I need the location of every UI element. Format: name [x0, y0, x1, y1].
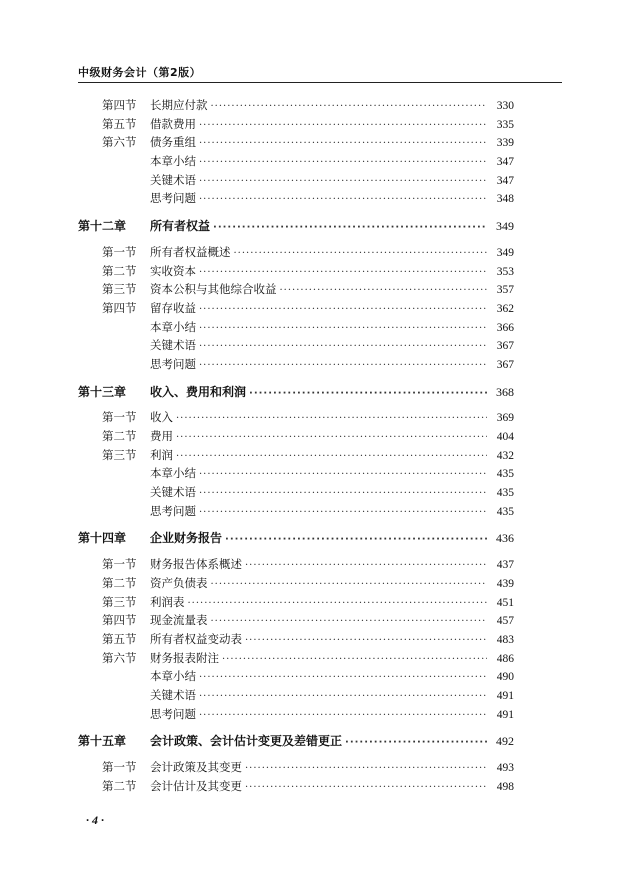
dot-leader: [222, 651, 487, 670]
toc-entry-number: 第六节: [102, 135, 137, 150]
toc-entry-page: 367: [496, 358, 514, 371]
toc-entry-title: 关键术语: [150, 338, 196, 353]
toc-section-row: [78, 667, 514, 686]
toc-entry-page: 348: [496, 193, 514, 206]
toc-entry-title: 关键术语: [150, 687, 196, 702]
toc-entry-title: 实收资本: [150, 263, 196, 278]
toc-entry-title: 思考问题: [150, 706, 196, 721]
toc-entry-title: 思考问题: [150, 356, 196, 371]
toc-entry-number: 第三节: [102, 282, 137, 297]
dot-leader: [199, 154, 487, 173]
toc-entry-title: 关键术语: [150, 485, 196, 500]
toc-section-row: [78, 649, 514, 668]
toc-chapter-row: [78, 383, 514, 402]
toc-entry-page: 457: [496, 615, 514, 628]
toc-entry-title: 所有者权益概述: [150, 244, 231, 259]
dot-leader: [176, 429, 487, 448]
toc-entry-number: 第二节: [102, 778, 137, 793]
toc-entry-page: 435: [496, 505, 514, 518]
toc-entry-number: 第十五章: [78, 734, 127, 749]
dot-leader: [345, 734, 487, 753]
toc-entry-number: 第二节: [102, 263, 137, 278]
dot-leader: [211, 576, 488, 595]
dot-leader: [211, 613, 488, 632]
toc-entry-title: 费用: [150, 429, 173, 443]
dot-leader: [249, 385, 487, 404]
dot-leader: [245, 632, 487, 651]
toc-entry-number: 第四节: [102, 300, 137, 315]
dot-leader: [245, 760, 487, 779]
toc-entry-number: 第三节: [102, 447, 137, 462]
toc-entry-title: 资本公积与其他综合收益: [150, 282, 277, 297]
toc-section-row: [78, 446, 514, 465]
toc-entry-number: 第六节: [102, 650, 137, 665]
dot-leader: [176, 448, 487, 467]
toc-entry-title: 收入: [150, 410, 173, 425]
toc-entry-title: 所有者权益变动表: [150, 631, 242, 646]
dot-leader: [199, 688, 487, 707]
toc-section-row: [78, 299, 514, 318]
toc-section-row: [78, 464, 514, 483]
toc-entry-page: 491: [496, 689, 514, 702]
toc-entry-page: 339: [496, 137, 514, 150]
toc-entry-number: 第十二章: [78, 219, 127, 234]
toc-entry-title: 财务报告体系概述: [150, 557, 242, 572]
dot-leader: [199, 117, 487, 136]
toc-section-row: [78, 502, 514, 521]
toc-entry-number: 第四节: [102, 613, 137, 628]
toc-entry-page: 492: [496, 734, 514, 749]
toc-entry-title: 利润表: [150, 594, 185, 609]
toc-entry-title: 本章小结: [150, 319, 196, 334]
table-of-contents: [78, 96, 514, 795]
toc-section-row: [78, 705, 514, 724]
toc-entry-number: 第二节: [102, 575, 137, 590]
toc-entry-title: 思考问题: [150, 503, 196, 518]
toc-entry-page: 436: [496, 531, 514, 546]
toc-section-row: [78, 427, 514, 446]
toc-entry-page: 349: [496, 219, 514, 234]
toc-entry-number: 第四节: [102, 98, 137, 112]
dot-leader: [199, 357, 487, 376]
toc-entry-title: 利润: [150, 447, 173, 462]
toc-entry-page: 366: [496, 321, 514, 334]
toc-entry-page: 367: [496, 340, 514, 353]
toc-entry-number: 第一节: [102, 557, 137, 572]
toc-entry-page: 347: [496, 156, 514, 169]
toc-entry-page: 491: [496, 708, 514, 721]
dot-leader: [199, 173, 487, 192]
toc-entry-title: 现金流量表: [150, 613, 208, 628]
toc-section-row: [78, 262, 514, 281]
header-rule: [78, 82, 562, 83]
toc-entry-page: 353: [496, 265, 514, 278]
toc-entry-title: 财务报表附注: [150, 650, 219, 665]
toc-entry-title: 会计政策及其变更: [150, 760, 242, 774]
dot-leader: [245, 557, 487, 576]
toc-chapter-row: [78, 732, 514, 751]
dot-leader: [188, 595, 488, 614]
dot-leader: [280, 282, 488, 301]
toc-section-row: [78, 611, 514, 630]
toc-entry-page: 432: [496, 449, 514, 462]
toc-entry-title: 长期应付款: [150, 98, 208, 112]
toc-chapter-row: [78, 217, 514, 236]
toc-section-row: [78, 96, 514, 115]
toc-entry-title: 企业财务报告: [150, 531, 223, 546]
dot-leader: [199, 485, 487, 504]
toc-entry-title: 所有者权益: [150, 219, 211, 234]
toc-entry-number: 第二节: [102, 429, 137, 443]
toc-entry-page: 404: [496, 431, 514, 443]
toc-entry-page: 330: [496, 100, 514, 112]
toc-section-row: [78, 483, 514, 502]
toc-section-row: [78, 115, 514, 134]
dot-leader: [213, 219, 487, 238]
dot-leader: [199, 338, 487, 357]
toc-section-row: [78, 152, 514, 171]
toc-entry-page: 335: [496, 118, 514, 131]
dot-leader: [199, 135, 487, 154]
dot-leader: [225, 531, 487, 550]
toc-entry-title: 留存收益: [150, 300, 196, 315]
toc-entry-title: 收入、费用和利润: [150, 384, 247, 399]
toc-section-row: [78, 686, 514, 705]
toc-entry-page: 493: [496, 762, 514, 774]
toc-entry-title: 关键术语: [150, 172, 196, 187]
dot-leader: [199, 707, 487, 726]
toc-entry-page: 486: [496, 652, 514, 665]
toc-section-row: [78, 133, 514, 152]
dot-leader: [199, 191, 487, 210]
toc-entry-number: 第五节: [102, 116, 137, 131]
toc-section-row: [78, 318, 514, 337]
toc-section-row: [78, 336, 514, 355]
toc-chapter-row: [78, 529, 514, 548]
toc-section-row: [78, 777, 514, 796]
toc-entry-title: 会计政策、会计估计变更及差错更正: [150, 734, 343, 749]
toc-entry-page: 437: [496, 559, 514, 572]
toc-entry-number: 第十三章: [78, 384, 127, 399]
toc-section-row: [78, 555, 514, 574]
toc-entry-page: 347: [496, 174, 514, 187]
dot-leader: [211, 98, 488, 117]
toc-entry-page: 362: [496, 302, 514, 315]
toc-entry-title: 资产负债表: [150, 575, 208, 590]
toc-section-row: [78, 243, 514, 262]
dot-leader: [199, 301, 487, 320]
toc-section-row: [78, 280, 514, 299]
toc-entry-page: 439: [496, 577, 514, 590]
toc-entry-title: 本章小结: [150, 466, 196, 481]
toc-section-row: [78, 574, 514, 593]
toc-entry-title: 债务重组: [150, 135, 196, 150]
toc-section-row: [78, 355, 514, 374]
toc-entry-number: 第一节: [102, 410, 137, 425]
page-number: · 4 ·: [86, 813, 104, 827]
dot-leader: [199, 320, 487, 339]
toc-section-row: [78, 408, 514, 427]
toc-section-row: [78, 758, 514, 777]
toc-entry-page: 498: [496, 780, 514, 793]
toc-entry-title: 思考问题: [150, 191, 196, 206]
toc-entry-page: 368: [496, 384, 514, 399]
toc-entry-number: 第十四章: [78, 531, 127, 546]
toc-entry-title: 本章小结: [150, 669, 196, 684]
toc-section-row: [78, 189, 514, 208]
toc-entry-page: 490: [496, 671, 514, 684]
running-header: 中级财务会计（第2版）: [78, 66, 202, 79]
toc-entry-title: 借款费用: [150, 116, 196, 131]
toc-entry-page: 483: [496, 633, 514, 646]
toc-entry-page: 349: [496, 246, 514, 259]
dot-leader: [199, 504, 487, 523]
toc-entry-title: 会计估计及其变更: [150, 778, 242, 793]
dot-leader: [199, 669, 487, 688]
dot-leader: [245, 779, 487, 798]
toc-entry-page: 369: [496, 412, 514, 425]
dot-leader: [199, 466, 487, 485]
toc-entry-number: 第五节: [102, 631, 137, 646]
toc-entry-number: 第一节: [102, 244, 137, 259]
toc-entry-number: 第一节: [102, 760, 137, 774]
toc-entry-page: 451: [496, 596, 514, 609]
toc-section-row: [78, 593, 514, 612]
toc-section-row: [78, 171, 514, 190]
dot-leader: [234, 245, 488, 264]
toc-entry-number: 第三节: [102, 594, 137, 609]
toc-section-row: [78, 630, 514, 649]
toc-entry-page: 435: [496, 468, 514, 481]
toc-entry-page: 357: [496, 284, 514, 297]
toc-entry-title: 本章小结: [150, 154, 196, 169]
dot-leader: [176, 410, 487, 429]
toc-entry-page: 435: [496, 487, 514, 500]
